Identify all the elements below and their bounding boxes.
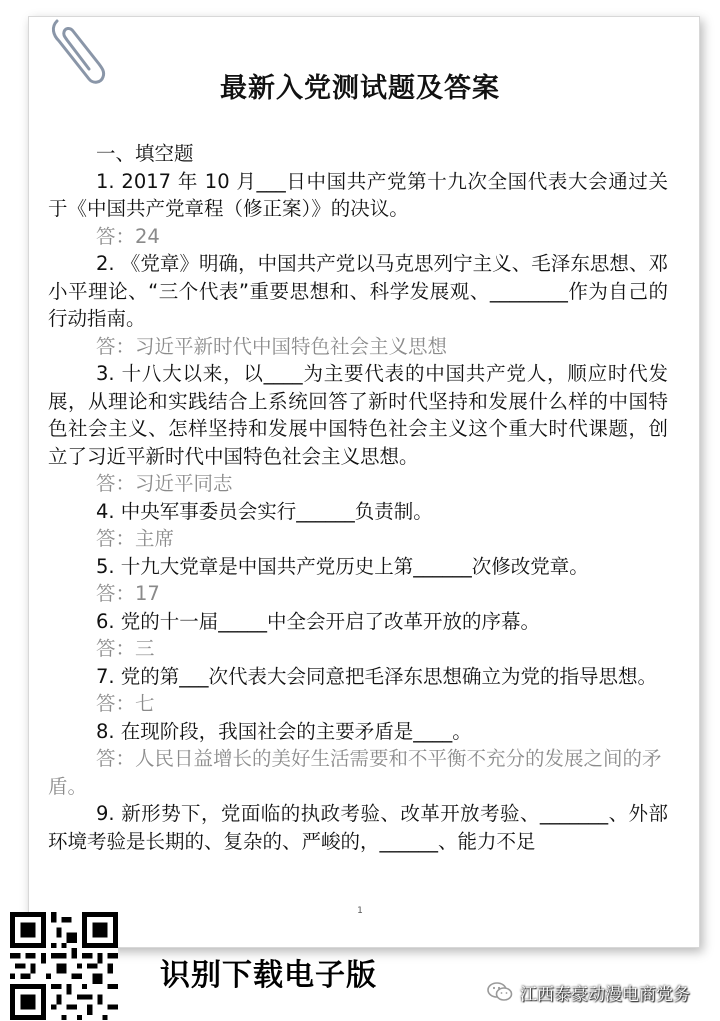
answer-2: 答：习近平新时代中国特色社会主义思想 — [96, 334, 448, 358]
wechat-icon — [487, 982, 513, 1002]
document-body — [48, 140, 668, 855]
question-7: 7. 党的第___次代表大会同意把毛泽东思想确立为党的指导思想。 — [96, 664, 658, 688]
question-1: 1. 2017 年 10 月___日中国共产党第十九次全国代表大会通过关于《中国共产党章程（修正案）》的决议。 — [48, 169, 668, 220]
answer-8: 答：人民日益增长的美好生活需要和不平衡不充分的发展之间的矛盾。 — [48, 747, 662, 798]
answer-4: 答：主席 — [96, 527, 175, 550]
question-8: 8. 在现阶段，我国社会的主要矛盾是____。 — [96, 719, 472, 743]
section-heading: 一、填空题 — [96, 142, 194, 165]
question-5: 5. 十九大党章是中国共产党历史上第______次修改党章。 — [96, 554, 589, 578]
answer-3: 答：习近平同志 — [96, 472, 233, 495]
answer-7: 答：七 — [96, 692, 155, 715]
answer-6: 答：三 — [96, 637, 155, 660]
document-title: 最新入党测试题及答案 — [220, 73, 500, 104]
answer-5: 答：17 — [96, 582, 160, 605]
download-prompt: 识别下载电子版 — [160, 958, 377, 993]
wechat-account-name: 江西泰豪动漫电商党务 — [520, 985, 690, 1005]
page-number: 1 — [357, 906, 363, 916]
question-3: 3. 十八大以来，以____为主要代表的中国共产党人，顺应时代发展，从理论和实践结合上系统回答了新时代坚持和发展什么样的中国特色社会主义、怎样坚持和发展中国特色社会主义这个重大时代课题，创立了习近平新时代中国特色社会主义思想。 — [48, 362, 668, 468]
question-9: 9. 新形势下，党面临的执政考验、改革开放考验、_______、外部环境考验是长期的、复杂的、严峻的，______、能力不足 — [48, 802, 668, 853]
question-6: 6. 党的十一届_____中全会开启了改革开放的序幕。 — [96, 609, 541, 633]
answer-1: 答：24 — [96, 224, 160, 248]
question-4: 4. 中央军事委员会实行______负责制。 — [96, 499, 433, 523]
qr-code[interactable] — [10, 912, 118, 1020]
question-2: 2. 《党章》明确，中国共产党以马克思列宁主义、毛泽东思想、邓小平理论、“三个代表”重要思想和、科学发展观、________作为自己的行动指南。 — [48, 252, 668, 330]
